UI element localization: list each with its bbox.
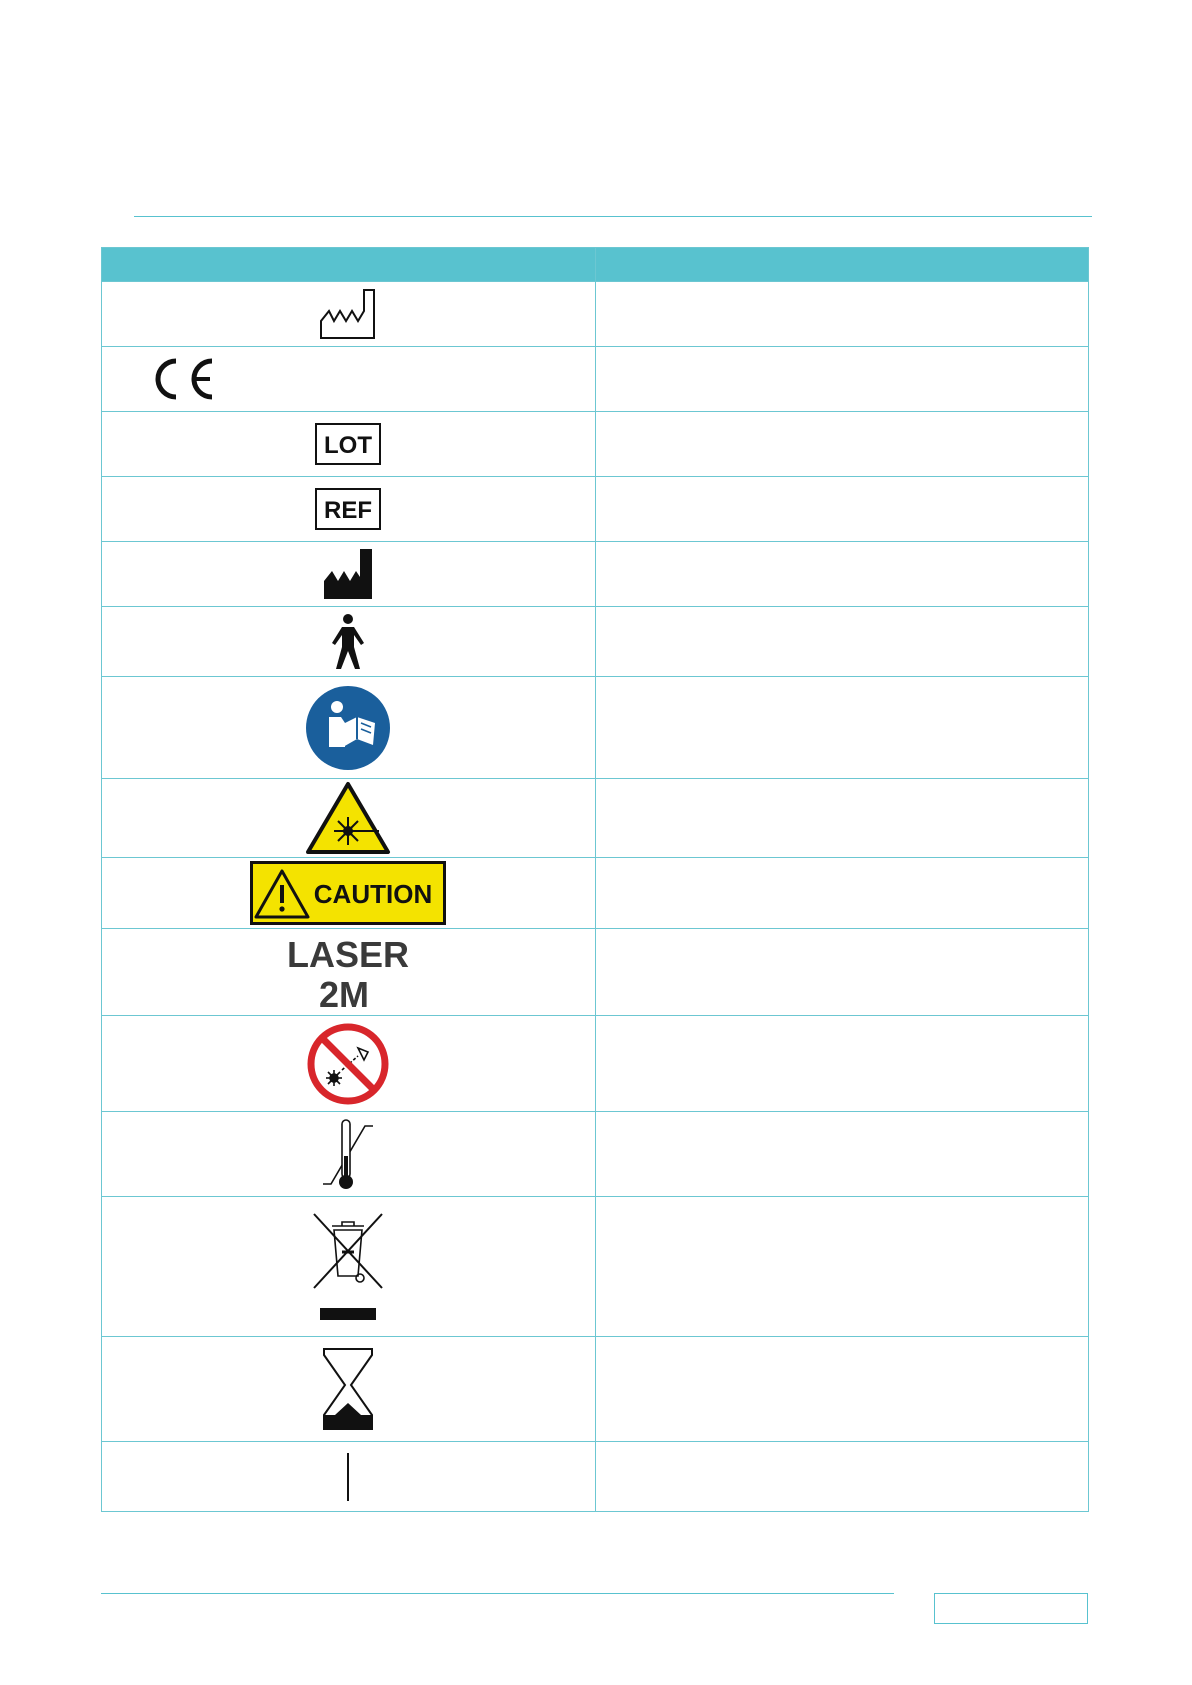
manufacturer-icon	[322, 547, 374, 601]
column-header-symbol	[102, 248, 596, 282]
laser-class-icon	[278, 933, 418, 1011]
read-instructions-icon	[305, 685, 391, 771]
lot-number-icon	[314, 422, 382, 466]
column-header-description	[595, 248, 1089, 282]
table-row	[102, 677, 1089, 779]
table-row	[102, 858, 1089, 929]
symbol-description	[595, 1112, 1089, 1197]
power-on-icon	[345, 1451, 351, 1503]
reference-number-icon	[314, 487, 382, 531]
symbol-description	[595, 929, 1089, 1016]
ce-mark-icon	[154, 357, 244, 401]
table-row	[102, 1337, 1089, 1442]
symbol-description	[595, 677, 1089, 779]
svg-text:REF: REF	[324, 497, 373, 524]
symbol-description	[595, 1197, 1089, 1337]
table-row	[102, 477, 1089, 542]
table-row	[102, 779, 1089, 858]
symbol-description	[595, 1016, 1089, 1112]
table-row	[102, 607, 1089, 677]
use-by-date-icon	[321, 1347, 375, 1431]
symbol-description	[595, 347, 1089, 412]
do-not-stare-into-beam-icon	[306, 1022, 390, 1106]
table-row	[102, 347, 1089, 412]
footer-rule	[101, 1593, 894, 1594]
table-row	[102, 542, 1089, 607]
symbol-description	[595, 477, 1089, 542]
date-of-manufacture-icon	[318, 287, 378, 341]
table-header-row	[102, 248, 1089, 282]
svg-text:LOT: LOT	[324, 432, 373, 459]
symbol-description	[595, 779, 1089, 858]
weee-disposal-icon	[312, 1212, 384, 1322]
table-row	[102, 1197, 1089, 1337]
header-rule	[134, 216, 1092, 217]
table-row	[102, 1016, 1089, 1112]
symbol-description	[595, 412, 1089, 477]
table-row	[102, 929, 1089, 1016]
svg-text:LASER: LASER	[287, 934, 410, 975]
caution-label-icon	[250, 861, 446, 925]
table-row	[102, 282, 1089, 347]
symbol-description	[595, 607, 1089, 677]
symbol-description	[595, 1442, 1089, 1512]
symbol-description	[595, 1337, 1089, 1442]
svg-text:2M: 2M	[319, 974, 370, 1011]
type-b-applied-part-icon	[328, 613, 368, 671]
svg-text:CAUTION: CAUTION	[314, 879, 433, 909]
table-row	[102, 1112, 1089, 1197]
page-number-box	[934, 1593, 1088, 1624]
symbol-description	[595, 858, 1089, 929]
symbol-description	[595, 282, 1089, 347]
symbol-description	[595, 542, 1089, 607]
table-row	[102, 412, 1089, 477]
laser-warning-icon	[305, 781, 391, 855]
symbols-table	[101, 247, 1089, 1512]
table-row	[102, 1442, 1089, 1512]
temperature-limit-icon	[321, 1116, 375, 1192]
